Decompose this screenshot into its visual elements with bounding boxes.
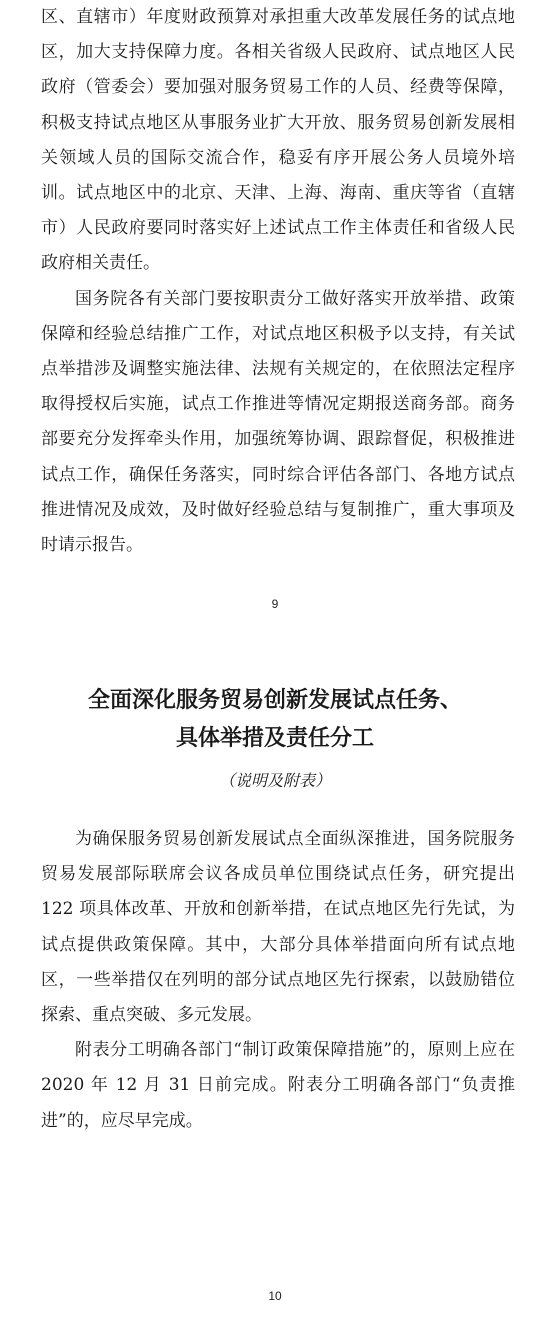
- page-subtitle: （说明及附表）: [218, 771, 331, 790]
- page-title-line-1: 全面深化服务贸易创新发展试点任务、: [87, 687, 462, 713]
- paragraph: 国务院各有关部门要按职责分工做好落实开放举措、政策保障和经验总结推广工作，对试点地区积极予以支持，有关试点举措涉及调整实施法律、法规有关规定的，在依照法定程序取得授权后实施，试点工作推进等情况定期报送商务部。商务部要充分发挥牵头作用，加强统筹协调、跟踪督促，积极推进试点工作，确保任务落实，同时综合评估各部门、各地方试点推进情况及成效，及时做好经验总结与复制推广，重大事项及时请示报告。: [41, 288, 515, 556]
- paragraph: 附表分工明确各部门“制订政策保障措施”的，原则上应在 2020 年 12 月 31 日前完成。附表分工明确各部门“负责推进”的，应尽早完成。: [41, 1040, 515, 1131]
- page-10-body: [41, 822, 515, 1139]
- document-page-9: [0, 0, 550, 640]
- document-page-10: [0, 640, 550, 1341]
- page-number: 10: [268, 1289, 282, 1303]
- page-9-body: [41, 0, 515, 563]
- page-title-line-2: 具体举措及责任分工: [175, 725, 374, 751]
- page-number: 9: [271, 597, 279, 611]
- paragraph: 为确保服务贸易创新发展试点全面纵深推进，国务院服务贸易发展部际联席会议各成员单位围绕试点任务，研究提出 122 项具体改革、开放和创新举措，在试点地区先行先试，为试点提供政策保障。其中，大部分具体举措面向所有试点地区，一些举措仅在列明的部分试点地区先行探索，以鼓励错位探索、重点突破、多元发展。: [41, 829, 515, 1026]
- paragraph: 区、直辖市）年度财政预算对承担重大改革发展任务的试点地区，加大支持保障力度。各相关省级人民政府、试点地区人民政府（管委会）要加强对服务贸易工作的人员、经费等保障，积极支持试点地区从事服务业扩大开放、服务贸易创新发展相关领域人员的国际交流合作，稳妥有序开展公务人员境外培训。试点地区中的北京、天津、上海、海南、重庆等省（直辖市）人民政府要同时落实好上述试点工作主体责任和省级人民政府相关责任。: [41, 7, 515, 274]
